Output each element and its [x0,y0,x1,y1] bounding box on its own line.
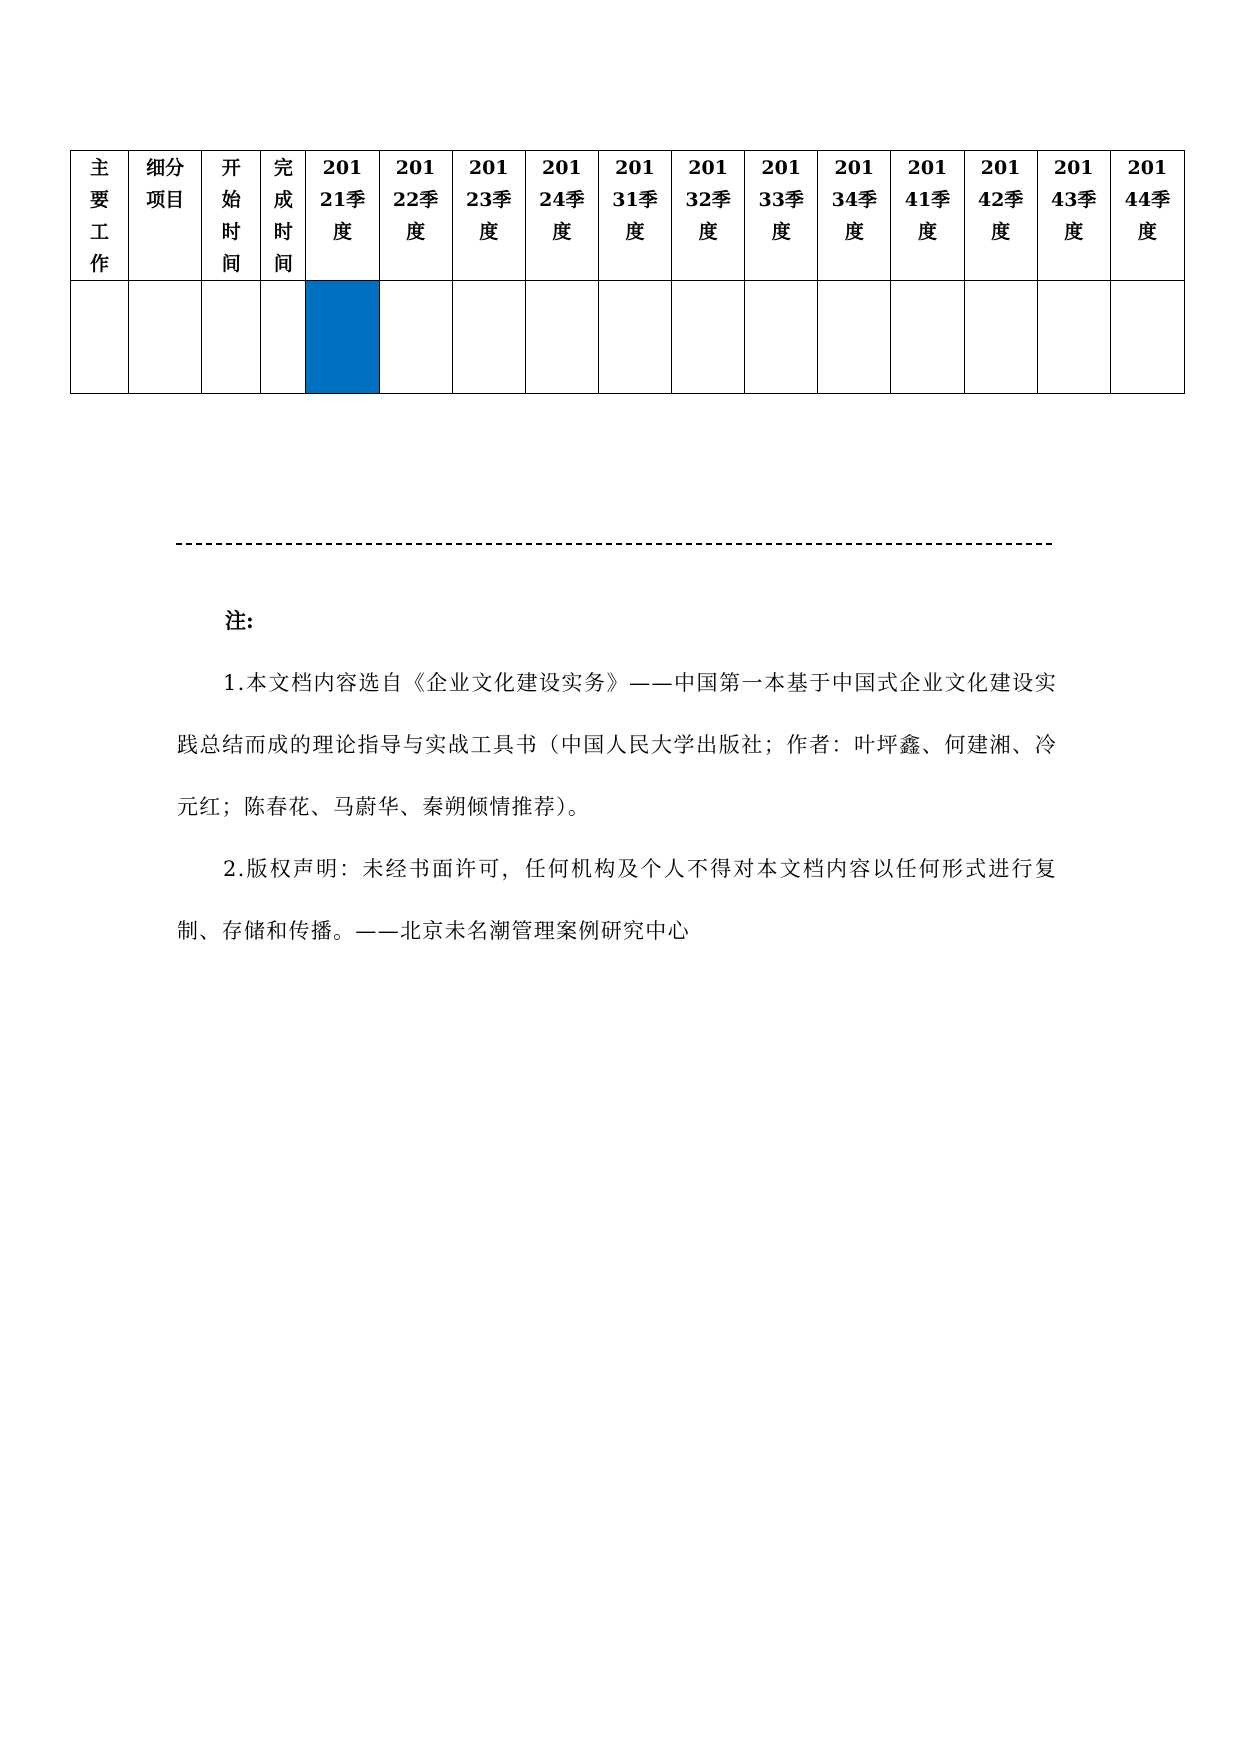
header-main-work [71,151,129,281]
notes-section [177,590,1057,962]
table-cell [261,281,306,394]
header-start-time [202,151,261,281]
header-row [71,151,1185,281]
table-cell [891,281,964,394]
header-label: 开始时间 [221,157,241,275]
note-item-source: 1.本文档内容选自《企业文化建设实务》——中国第一本基于中国式企业文化建设实践总结而成的理论指导与实战工具书（中国人民大学出版社；作者：叶坪鑫、何建湘、冷元红；陈春花、马蔚华、秦朔倾情推荐）。 [177,671,1057,819]
header-2013-q2 [672,151,745,281]
table-cell [202,281,261,394]
header-sub-item [129,151,202,281]
header-label: 20133季度 [758,157,804,243]
header-2014-q1 [891,151,964,281]
header-label: 20122季度 [392,157,439,243]
header-label: 20123季度 [465,157,512,243]
table-cell [598,281,671,394]
header-2013-q1 [598,151,671,281]
table-cell [1110,281,1184,394]
table-cell [379,281,452,394]
header-label: 20121季度 [319,157,366,243]
header-end-time [261,151,306,281]
table-cell [306,281,379,394]
table-cell [452,281,525,394]
header-label: 20143季度 [1050,157,1097,243]
header-2014-q3 [1037,151,1110,281]
header-2014-q4 [1110,151,1184,281]
header-2012-q2 [379,151,452,281]
notes-heading: 注: [225,608,254,633]
table-cell [129,281,202,394]
table-cell [525,281,598,394]
header-label: 细分项目 [146,157,185,211]
table-row [71,281,1185,394]
header-label: 20141季度 [904,157,951,243]
table-cell [964,281,1037,394]
note-item-copyright: 2.版权声明：未经书面许可，任何机构及个人不得对本文档内容以任何形式进行复制、存储和传播。——北京未名潮管理案例研究中心 [177,857,1057,943]
table-cell [672,281,745,394]
header-label: 20132季度 [685,157,731,243]
header-2012-q1 [306,151,379,281]
table-cell [1037,281,1110,394]
dashed-divider [176,543,1052,545]
schedule-table [70,150,1185,394]
header-2014-q2 [964,151,1037,281]
table-cell [745,281,818,394]
header-label: 完成时间 [273,157,293,275]
header-2013-q3 [745,151,818,281]
header-label: 20144季度 [1124,157,1171,243]
table-cell [71,281,129,394]
header-label: 20142季度 [977,157,1024,243]
table-cell [818,281,891,394]
header-label: 主要工作 [90,157,110,275]
header-label: 20134季度 [831,157,878,243]
header-2012-q4 [525,151,598,281]
header-label: 20131季度 [612,157,658,243]
header-label: 20124季度 [539,157,585,243]
header-2012-q3 [452,151,525,281]
header-2013-q4 [818,151,891,281]
